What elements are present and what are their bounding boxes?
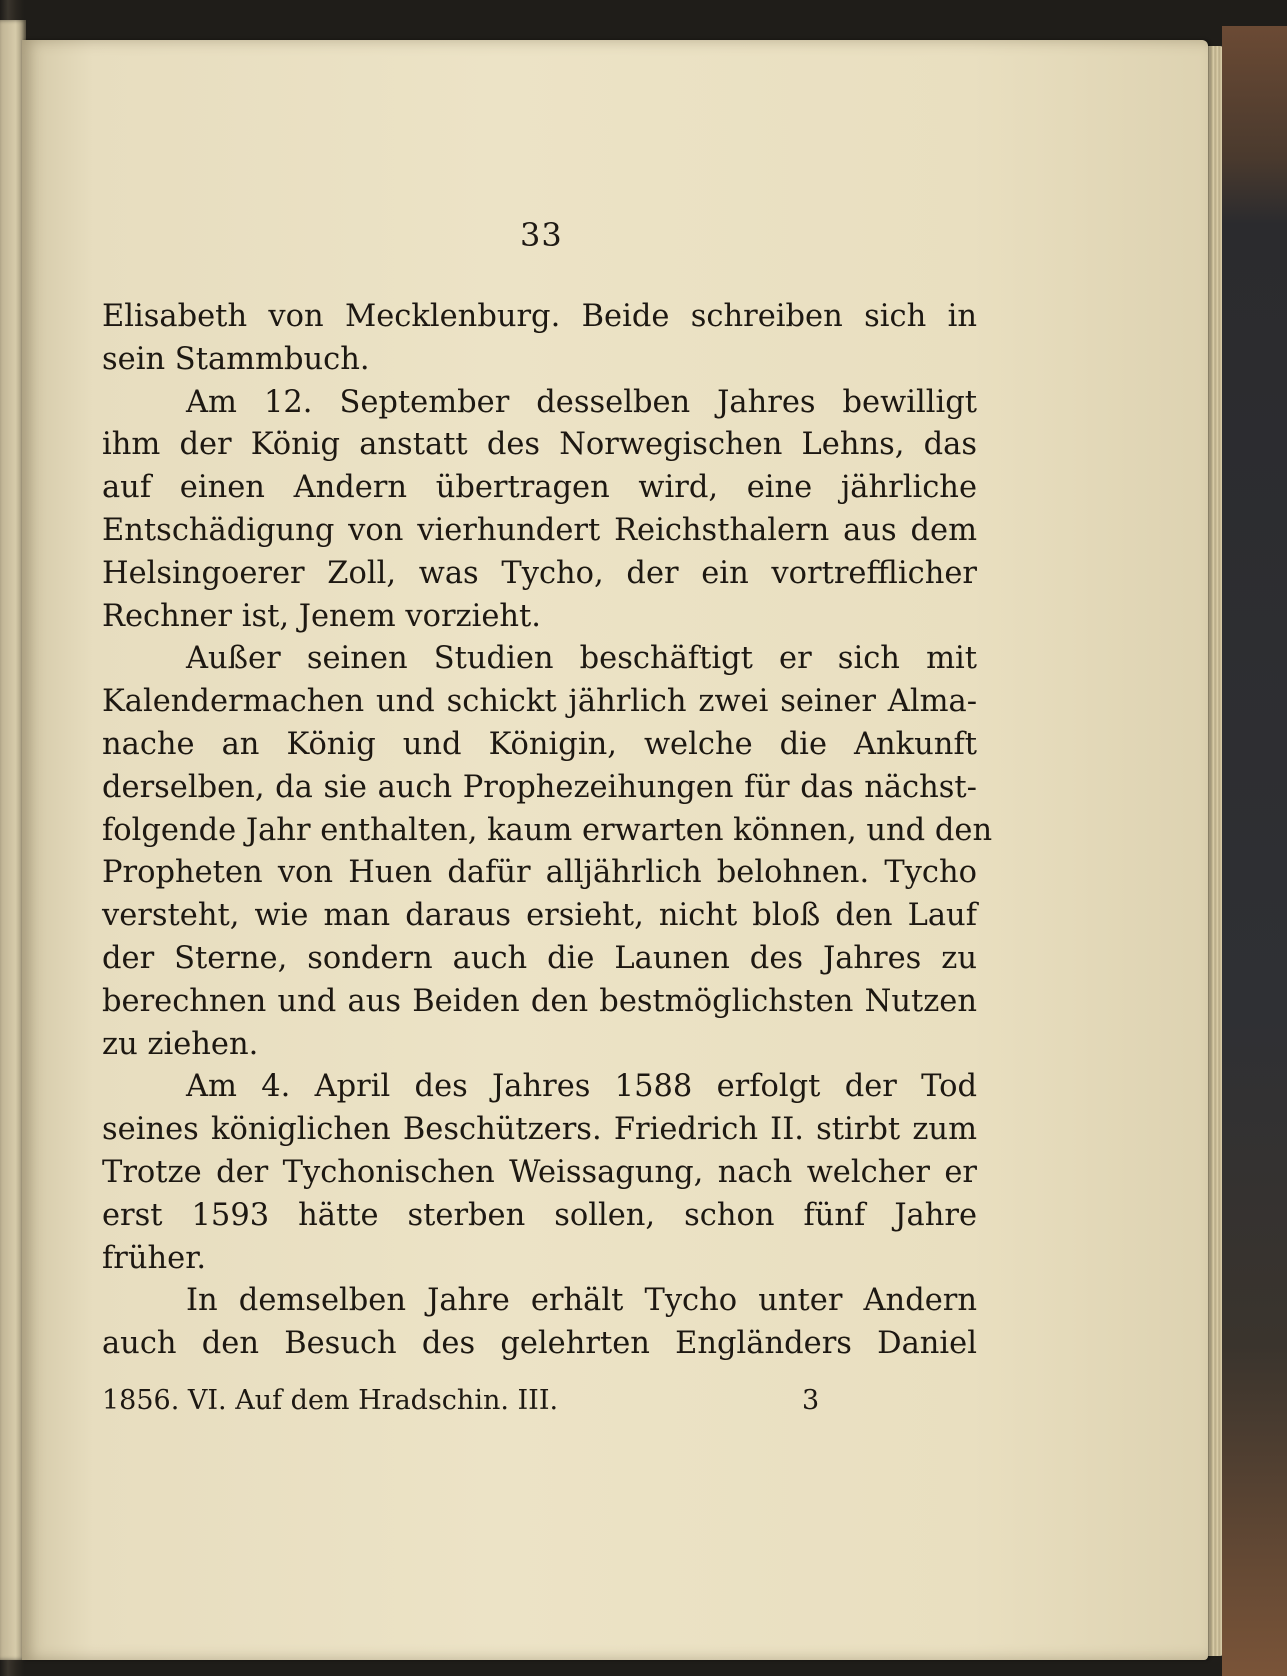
text-line: zu ziehen.: [102, 1026, 259, 1062]
text-line: Am 4. April des Jahres 1588 erfolgt der Tod: [186, 1069, 977, 1105]
page-number: 33: [520, 216, 563, 254]
text-line: Propheten von Huen dafür alljährlich belohnen. Tycho: [102, 855, 977, 891]
text-line: sein Stammbuch.: [102, 341, 370, 377]
signature-mark: 3: [802, 1385, 820, 1416]
text-line: Helsingoerer Zoll, was Tycho, der ein vortrefflicher: [102, 555, 977, 591]
text-line: Kalendermachen und schickt jährlich zwei seiner Alma-: [102, 684, 977, 720]
text-line: Außer seinen Studien beschäftigt er sich mit: [186, 641, 977, 677]
text-line: versteht, wie man daraus ersieht, nicht bloß den Lauf: [102, 898, 977, 934]
body-text: [102, 296, 993, 1366]
text-line: erst 1593 hätte sterben sollen, schon fünf Jahre: [102, 1197, 977, 1233]
text-line: ihm der König anstatt des Norwegischen Lehns, das: [102, 427, 977, 463]
text-line: folgende Jahr enthalten, kaum erwarten können, und den: [102, 812, 993, 848]
text-line: auch den Besuch des gelehrten Engländers Daniel: [102, 1326, 977, 1362]
text-line: auf einen Andern übertragen wird, eine jährliche: [102, 470, 977, 506]
text-line: Elisabeth von Mecklenburg. Beide schreiben sich in: [102, 299, 977, 334]
book-cover: [1222, 26, 1287, 1676]
text-line: früher.: [102, 1240, 207, 1276]
text-line: der Sterne, sondern auch die Launen des Jahres zu: [102, 940, 977, 976]
text-line: nache an König und Königin, welche die Ankunft: [102, 726, 977, 762]
text-line: seines königlichen Beschützers. Friedrich II. stirbt zum: [102, 1112, 977, 1148]
text-line: berechnen und aus Beiden den bestmöglichsten Nutzen: [102, 983, 977, 1019]
text-line: Entschädigung von vierhundert Reichsthalern aus dem: [102, 512, 977, 548]
text-line: derselben, da sie auch Prophezeihungen für das nächst-: [102, 769, 977, 805]
text-line: Am 12. September desselben Jahres bewilligt: [186, 384, 977, 420]
text-line: Rechner ist, Jenem vorzieht.: [102, 598, 541, 634]
text-line: Trotze der Tychonischen Weissagung, nach welcher er: [102, 1154, 977, 1190]
printer-signature: 1856. VI. Auf dem Hradschin. III.: [102, 1385, 559, 1416]
text-line: In demselben Jahre erhält Tycho unter Andern: [186, 1283, 977, 1319]
